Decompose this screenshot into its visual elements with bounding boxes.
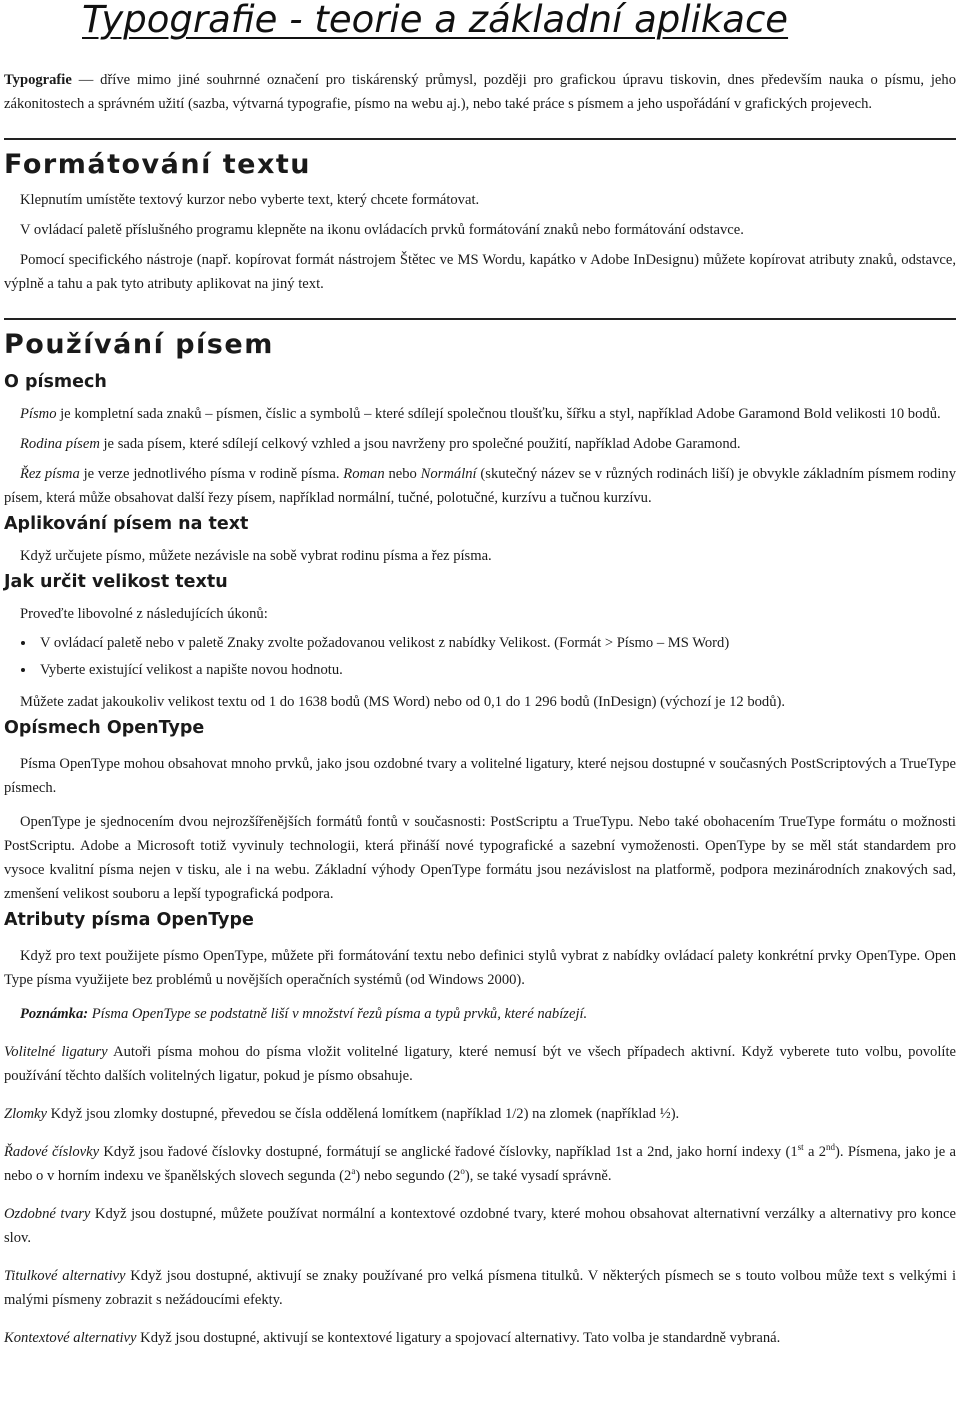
- feature-text: ). Písmena, jako je a nebo o v horním indexu ve španělských slovech segunda (2: [4, 1144, 956, 1184]
- feature-text: Když jsou dostupné, můžete používat normální a kontextové ozdobné tvary, které mohou obsahovat alternativní verzálky a alternativy pro konce slov.: [4, 1206, 956, 1246]
- font-style-text-b: nebo: [384, 466, 421, 482]
- term-titling-alternates: Titulkové alternativy: [4, 1268, 126, 1284]
- text-size-steps-list: [22, 630, 956, 684]
- feature-text: ) nebo segundo (2: [355, 1168, 461, 1184]
- superscript: o: [460, 1166, 465, 1177]
- term-contextual-alternates: Kontextové alternativy: [4, 1330, 137, 1346]
- subheading-about-fonts: O písmech: [4, 372, 107, 392]
- superscript: a: [351, 1166, 356, 1177]
- note-paragraph: [4, 1002, 956, 1026]
- font-style-text-a: je verze jednotlivého písma v rodině písma.: [79, 466, 344, 482]
- font-style-text-c: (skutečný název se v různých rodinách liší) je obvykle základním písmem rodiny písem, která může obsahovat další řezy písem, například normální, tučné, polotučné, kurzívu a tučnou kurzívu.: [4, 466, 956, 506]
- term-font-style: Řez písma: [20, 466, 80, 482]
- term-swashes: Ozdobné tvary: [4, 1206, 91, 1222]
- font-definition-paragraph: [4, 402, 956, 426]
- feature-fractions: [4, 1102, 956, 1126]
- opentype-paragraph-1: Písma OpenType mohou obsahovat mnoho prvků, jako jsou ozdobné tvary a volitelné ligatury, které nejsou dostupné v současných PostScriptových a TrueType písmech.: [4, 756, 956, 796]
- list-item: • Vyberte existující velikost a napište novou hodnotu.: [36, 657, 956, 684]
- formatting-paragraph-3: Pomocí specifického nástroje (např. kopírovat formát nástrojem Štětec ve MS Wordu, kapátko v Adobe InDesignu) můžete kopírovat atributy znaků, odstavce, výplně a tahu a pak tyto atributy aplikovat na jiný text.: [4, 252, 956, 292]
- intro-text: — dříve mimo jiné souhrnné označení pro tiskárenský průmysl, později pro grafickou úpravu tiskovin, dnes především nauka o písmu, jeho zákonitostech a správném užití (sazba, výtvarná typografie, písmo na webu aj.), nebo také práce s písmem a jeho uspořádání v grafických projevech.: [4, 72, 956, 112]
- superscript: nd: [826, 1142, 836, 1153]
- feature-text: Když jsou dostupné, aktivují se znaky používané pro velká písmena titulků. V některých písmech se s touto volbou může text s velkými i malými písmeny zobrazit s nežádoucími efekty.: [4, 1268, 957, 1308]
- feature-text: a 2: [803, 1144, 827, 1160]
- intro-term: Typografie: [4, 72, 72, 88]
- subheading-opentype: Opísmech OpenType: [4, 718, 205, 738]
- list-item: • V ovládací paletě nebo v paletě Znaky zvolte požadovanou velikost z nabídky Velikost. (Formát > Písmo – MS Word): [36, 630, 956, 657]
- font-style-paragraph: [4, 462, 956, 510]
- intro-paragraph: [4, 68, 956, 116]
- feature-titling-alternates: [4, 1264, 956, 1312]
- feature-text: Autoři písma mohou do písma vložit volitelné ligatury, které nemusí být ve všech případech aktivní. Když vyberete tuto volbu, povolíte používání těchto dalších volitelných ligatur, pokud je písmo obsahuje.: [4, 1044, 956, 1084]
- feature-ordinals: [4, 1140, 956, 1188]
- note-label: Poznámka:: [20, 1006, 89, 1022]
- section-divider: [4, 138, 956, 140]
- font-family-paragraph: [4, 432, 956, 456]
- opentype-paragraph-2: OpenType je sjednocením dvou nejrozšířenějších formátů fontů v současnosti: PostScriptu a TrueTypu. Nebo také obohacením TrueType formátu o možnosti PostScriptu. Adobe a Microsoft totiž vyvinuly technologii, která přináší nové typografické a sazební vymoženosti. OpenType by se měl stát standardem pro vysoce kvalitní písma nejen v tisku, ale i na webu. Základní výhody OpenType formátu jsou nezávislost na platformě, podpora mezinárodních znakových sad, zmenšení velikost souboru a lepší typografická podpora.: [4, 814, 956, 902]
- feature-text: Když jsou řadové číslovky dostupné, formátují se anglické řadové číslovky, například 1st a 2nd, jako horní indexy (1: [99, 1144, 798, 1160]
- feature-text: Když jsou dostupné, aktivují se kontextové ligatury a spojovací alternativy. Tato volba je standardně vybraná.: [136, 1330, 781, 1346]
- font-definition-text: je kompletní sada znaků – písmen, číslic a symbolů – které sdílejí společnou tloušťku, šířku a styl, například Adobe Garamond Bold velikosti 10 bodů.: [56, 406, 941, 422]
- term-font-family: Rodina písem: [20, 436, 100, 452]
- text-size-intro: Proveďte libovolné z následujících úkonů:: [20, 606, 268, 622]
- subheading-opentype-attributes: Atributy písma OpenType: [4, 910, 254, 930]
- text-size-note: Můžete zadat jakoukoliv velikost textu od 1 do 1638 bodů (MS Word) nebo od 0,1 do 1 296 bodů (InDesign) (výchozí je 12 bodů).: [20, 694, 786, 710]
- superscript: st: [797, 1142, 804, 1153]
- term-font: Písmo: [20, 406, 57, 422]
- formatting-paragraph-2: V ovládací paletě příslušného programu klepněte na ikonu ovládacích prvků formátování znaků nebo formátování odstavce.: [20, 222, 744, 238]
- subheading-apply-fonts: Aplikování písem na text: [4, 514, 249, 534]
- subheading-text-size: Jak určit velikost textu: [4, 572, 228, 592]
- formatting-paragraph-1: Klepnutím umístěte textový kurzor nebo vyberte text, který chcete formátovat.: [20, 192, 480, 208]
- term-roman: Roman: [343, 466, 385, 482]
- apply-fonts-paragraph: Když určujete písmo, můžete nezávisle na sobě vybrat rodinu písma a řez písma.: [20, 548, 492, 564]
- section-divider: [4, 318, 956, 320]
- opentype-attributes-paragraph: Když pro text použijete písmo OpenType, můžete při formátování textu nebo definici stylů vybrat z nabídky ovládací palety konkrétní prvky OpenType. Open Type písma využijete bez problémů u novějších operačních systémů (od Windows 2000).: [4, 948, 956, 988]
- term-normal: Normální: [420, 466, 477, 482]
- term-ordinals: Řadové číslovky: [4, 1144, 100, 1160]
- feature-text: Když jsou zlomky dostupné, převedou se čísla oddělená lomítkem (například 1/2) na zlomek (například ½).: [46, 1106, 680, 1122]
- term-fractions: Zlomky: [4, 1106, 47, 1122]
- feature-swashes: [4, 1202, 956, 1250]
- note-text: Písma OpenType se podstatně liší v množství řezů písma a typů prvků, které nabízejí.: [88, 1006, 588, 1022]
- feature-discretionary-ligatures: [4, 1040, 956, 1088]
- font-family-text: je sada písem, které sdílejí celkový vzhled a jsou navrženy pro společné použití, například Adobe Garamond.: [99, 436, 741, 452]
- term-discretionary-ligatures: Volitelné ligatury: [4, 1044, 108, 1060]
- section-heading-formatting: Formátování textu: [4, 149, 311, 180]
- section-heading-fonts: Používání písem: [4, 329, 274, 360]
- document-title: Typografie - teorie a základní aplikace: [82, 0, 789, 41]
- feature-contextual-alternates: [4, 1326, 956, 1350]
- feature-text: ), se také vysadí správně.: [464, 1168, 612, 1184]
